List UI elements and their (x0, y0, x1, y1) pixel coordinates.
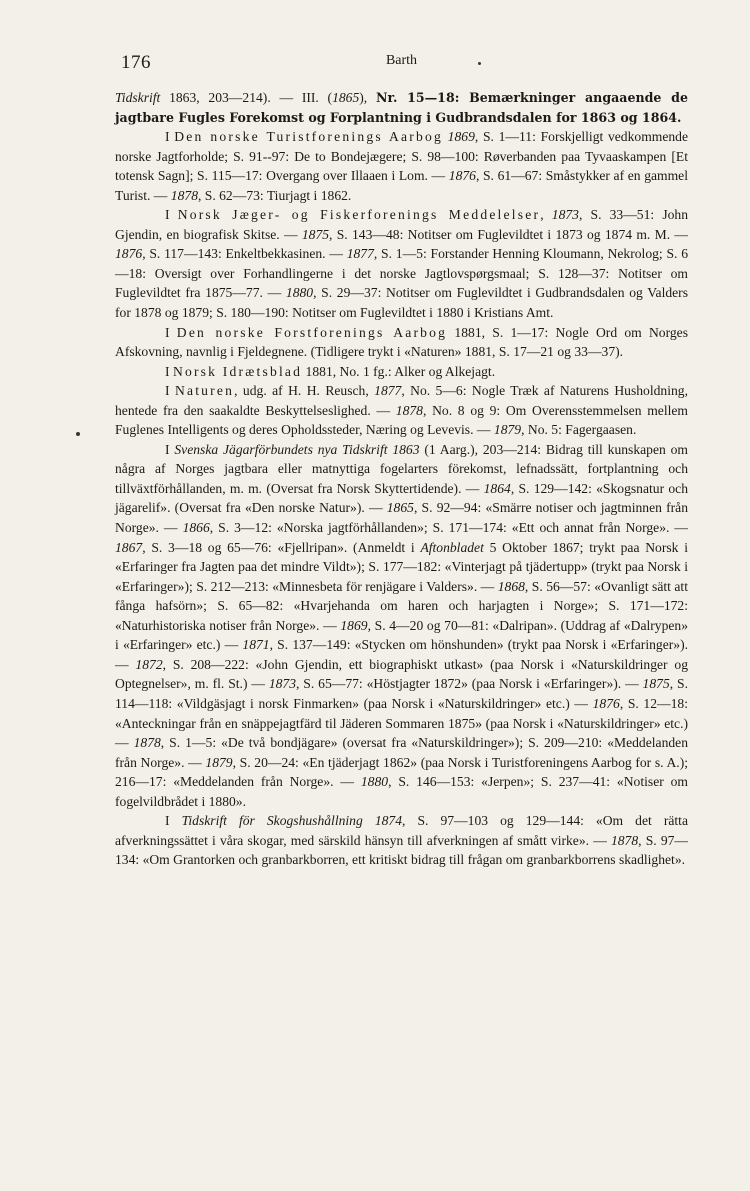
inline-text: (1 Aarg.), 203—214: Bidrag till kunskapen om några af Norges jagtbara eller matnyttiga fogelarters förekomst, lefnadssätt, fortplantning och tillväxtförhållanden, m. m. (Oversat fra Norsk Skyttertidende). — (115, 441, 688, 496)
inline-italic: Tidskrift för Skogshushållning 1874 (181, 813, 403, 829)
bibliography-entry (115, 323, 688, 362)
inline-text: , S. 61—67: Småstykker af en gammel Turist. — (115, 168, 688, 203)
inline-italic: 1873 (551, 207, 579, 223)
inline-italic: 1871 (242, 637, 270, 653)
inline-text: , S. 1—5: «De två bondjägare» (oversat fra «Naturskildringer»); S. 209—210: «Meddelanden från Norge». — (115, 735, 688, 770)
inline-italic: 1869 (447, 129, 475, 145)
ink-speck (76, 432, 80, 436)
bibliography-entry (115, 362, 688, 382)
inline-italic: 1867 (115, 539, 143, 555)
inline-italic: 1879 (205, 754, 233, 770)
section-heading: Nr. 15—18: Bemærkninger angaaende de jagtbare Fugles Forekomst og Forplantning i Gudbrandsdalen for 1863 og 1864. (115, 90, 688, 125)
inline-italic: 1873 (268, 676, 297, 692)
inline-text: , S. 20—24: «En tjäderjagt 1862» (paa Norsk i Turistforeningens Aarbog for s. A.); 216—17: «Meddelanden från Norge». — (115, 754, 688, 790)
inline-text: , S. 29—37: Notitser om Fuglevildtet i Gudbrandsdalen og Valders for 1878 og 1879; S. 180—190: Notitser om Fuglevildtet i 1880 i Kristians Amt. (115, 285, 688, 321)
inline-italic: 1878 (133, 735, 161, 751)
bibliography-entry (115, 811, 688, 870)
spaced-title: Norsk Jæger- og Fiskerforenings Meddelelser (177, 207, 541, 223)
inline-text: I (165, 207, 178, 223)
inline-text: , S. 4—20 og 70—81: «Dalripan». (Uddrag af «Dalrypen» i «Erfaringer» etc.) — (115, 617, 689, 653)
inline-text: 5 Oktober 1867; trykt paa Norsk i «Erfaringer fra Jagten paa det mindre Vildt»); S. 177—182: «Vinterjagt på tjädertupp» (trykt paa Norsk i «Erfaringer»); S. 212—213: «Minnesbeta för renjägare i Valders». — (115, 539, 688, 594)
inline-text: , S. 92—94: «Smärre notiser och jagtminnen från Norge». — (115, 500, 688, 536)
spaced-title: Den norske Turistforenings Aarbog (174, 129, 443, 145)
continued-entry (115, 88, 688, 127)
inline-text: , S. 3—12: «Norska jagtförhållanden»; S. 171—174: «Ett och annat från Norge». — (209, 520, 689, 536)
page-header (115, 52, 688, 74)
inline-italic: Tidskrift (115, 90, 161, 105)
inline-italic: 1880 (285, 285, 314, 301)
inline-italic: 1875 (301, 226, 330, 242)
inline-text: , S. 129—142: «Skogsnatur och jägarelif». (Oversat fra «Den norske Natur»). — (115, 480, 688, 516)
inline-text: 1881, S. 1—17: Nogle Ord om Norges Afskovning, navnlig i Fjeldegnene. (Tidligere trykt i «Naturen» 1881, S. 17—21 og 33—37). (115, 324, 689, 360)
inline-text: , udg. af H. H. Reusch, (234, 383, 375, 399)
inline-text: I (165, 363, 173, 379)
page-number: 176 (121, 52, 151, 73)
inline-text: , S. 33—51: John Gjendin, en biografisk Skitse. — (115, 207, 689, 242)
inline-text: 1863, 203—214). — III. ( (160, 90, 333, 105)
inline-text: , S. 137—149: «Stycken om hönshunden» (trykt paa Norsk i «Erfaringer»). — (115, 637, 688, 672)
inline-text: , (540, 207, 552, 223)
bibliography-entry (115, 381, 688, 440)
inline-italic: Svenska Jägarförbundets nya Tidskrift 1863 (174, 441, 420, 457)
inline-text: 1881, No. 1 fg.: Alker og Alkejagt. (302, 363, 496, 379)
inline-text: , S. 146—153: «Jerpen»; S. 237—41: «Notiser om fogelvildbrådet i 1880». (115, 774, 688, 809)
inline-text: , S. 62—73: Tiurjagt i 1862. (197, 187, 352, 203)
inline-italic: 1875 (642, 676, 670, 692)
inline-italic: 1872 (135, 656, 163, 672)
inline-italic: 1866 (182, 520, 210, 536)
spaced-title: Norsk Idrætsblad (172, 363, 303, 379)
inline-italic: 1876 (592, 695, 620, 711)
bibliography-entry (115, 440, 688, 811)
book-page (115, 52, 688, 870)
inline-italic: 1877 (374, 383, 402, 399)
inline-text: , S. 117—143: Enkeltbekkasinen. — (142, 246, 347, 262)
inline-italic: 1878 (610, 832, 639, 848)
inline-italic: 1868 (497, 578, 525, 594)
inline-text: , S. 56—57: «Ovanligt sätt att fånga hafsörn»; S. 65—82: «Hvarjehanda om haren och harjagten i Norge»; S. 171—172: «Naturhistoriska notiser från Norge». — (115, 578, 688, 633)
spaced-title: Naturen (174, 383, 235, 399)
inline-italic: 1879 (493, 422, 522, 438)
inline-text: I (165, 813, 182, 829)
spaced-title: Den norske Forstforenings Aarbog (176, 324, 448, 340)
inline-text: I (165, 383, 175, 399)
inline-italic: 1865 (332, 90, 360, 105)
inline-text: , No. 8 og 9: Om Overensstemmelsen mellem Fuglenes Intelligents og deres Opholdssteder, Næring og Levevis. — (115, 402, 688, 438)
inline-text: , S. 208—222: «John Gjendin, ett biographiskt utkast» (paa Norsk i «Naturskildringer og Optegnelser», m. fl. St.) — (115, 656, 688, 692)
inline-italic: 1864 (483, 480, 511, 496)
inline-text: I (165, 441, 175, 457)
bibliography-entry (115, 127, 688, 205)
inline-text: , S. 97—134: «Om Grantorken och granbarkborren, ett kritiskt bidrag till frågan om granbarkborrens skadlighet». (115, 832, 689, 868)
inline-italic: 1869 (340, 617, 368, 633)
inline-text: , S. 1—11: Forskjelligt vedkommende norske Jagtforholde; S. 91--97: De to Bondejægere; S. 98—100: Røverbanden paa Tyvaaskampen [Et totensk Sagn]; S. 115—17: Overgang over Illaaen i Lom. — (115, 129, 689, 184)
inline-text: , S. 1—5: Forstander Henning Kloumann, Nekrolog; S. 6—18: Oversigt over Forhandlingerne i det norske Jagtlovspørgsmaal; S. 128—37: Notitser om Fuglevildtet fra 1875—77. — (115, 246, 688, 301)
inline-text: I (165, 324, 177, 340)
inline-italic: 1876 (115, 246, 143, 262)
inline-text: , S. 97—103 og 129—144: «Om det rätta afverkningssättet i våra skogar, med särskild hänsyn till afverkningen af smått virke». — (115, 813, 688, 848)
inline-text: ), (359, 90, 376, 105)
inline-text: , S. 12—18: «Anteckningar från en snäppejagtfärd til Jäderen Sommaren 1875» (paa Norsk i «Naturskildringer» etc.) — (115, 695, 688, 751)
inline-italic: 1878 (170, 187, 198, 203)
inline-italic: 1880 (360, 774, 389, 790)
bibliography-entry (115, 205, 688, 322)
inline-text: , S. 114—118: «Vildgäsjagt i norsk Finmarken» (paa Norsk i «Naturskildringer» etc.) — (115, 676, 688, 711)
inline-text: , No. 5: Fagergaasen. (521, 422, 637, 438)
inline-italic: 1877 (346, 246, 374, 262)
running-head: Barth (385, 53, 418, 68)
inline-italic: Aftonbladet (420, 539, 484, 555)
inline-text: , S. 65—77: «Höstjagter 1872» (paa Norsk i «Erfaringer»). — (296, 676, 643, 692)
inline-text: , S. 143—48: Notitser om Fuglevildtet i 1873 og 1874 m. M. — (329, 226, 688, 242)
inline-italic: 1876 (448, 168, 476, 184)
inline-text: I (165, 129, 175, 145)
inline-italic: 1865 (386, 500, 414, 516)
page-body (115, 88, 688, 870)
inline-text: , S. 3—18 og 65—76: «Fjellripan». (Anmeldt i (142, 539, 421, 555)
inline-italic: 1878 (395, 402, 423, 418)
inline-text: , No. 5—6: Nogle Træk af Naturens Husholdning, hentede fra den saakaldte Beskyttelseslighed. — (115, 383, 688, 418)
